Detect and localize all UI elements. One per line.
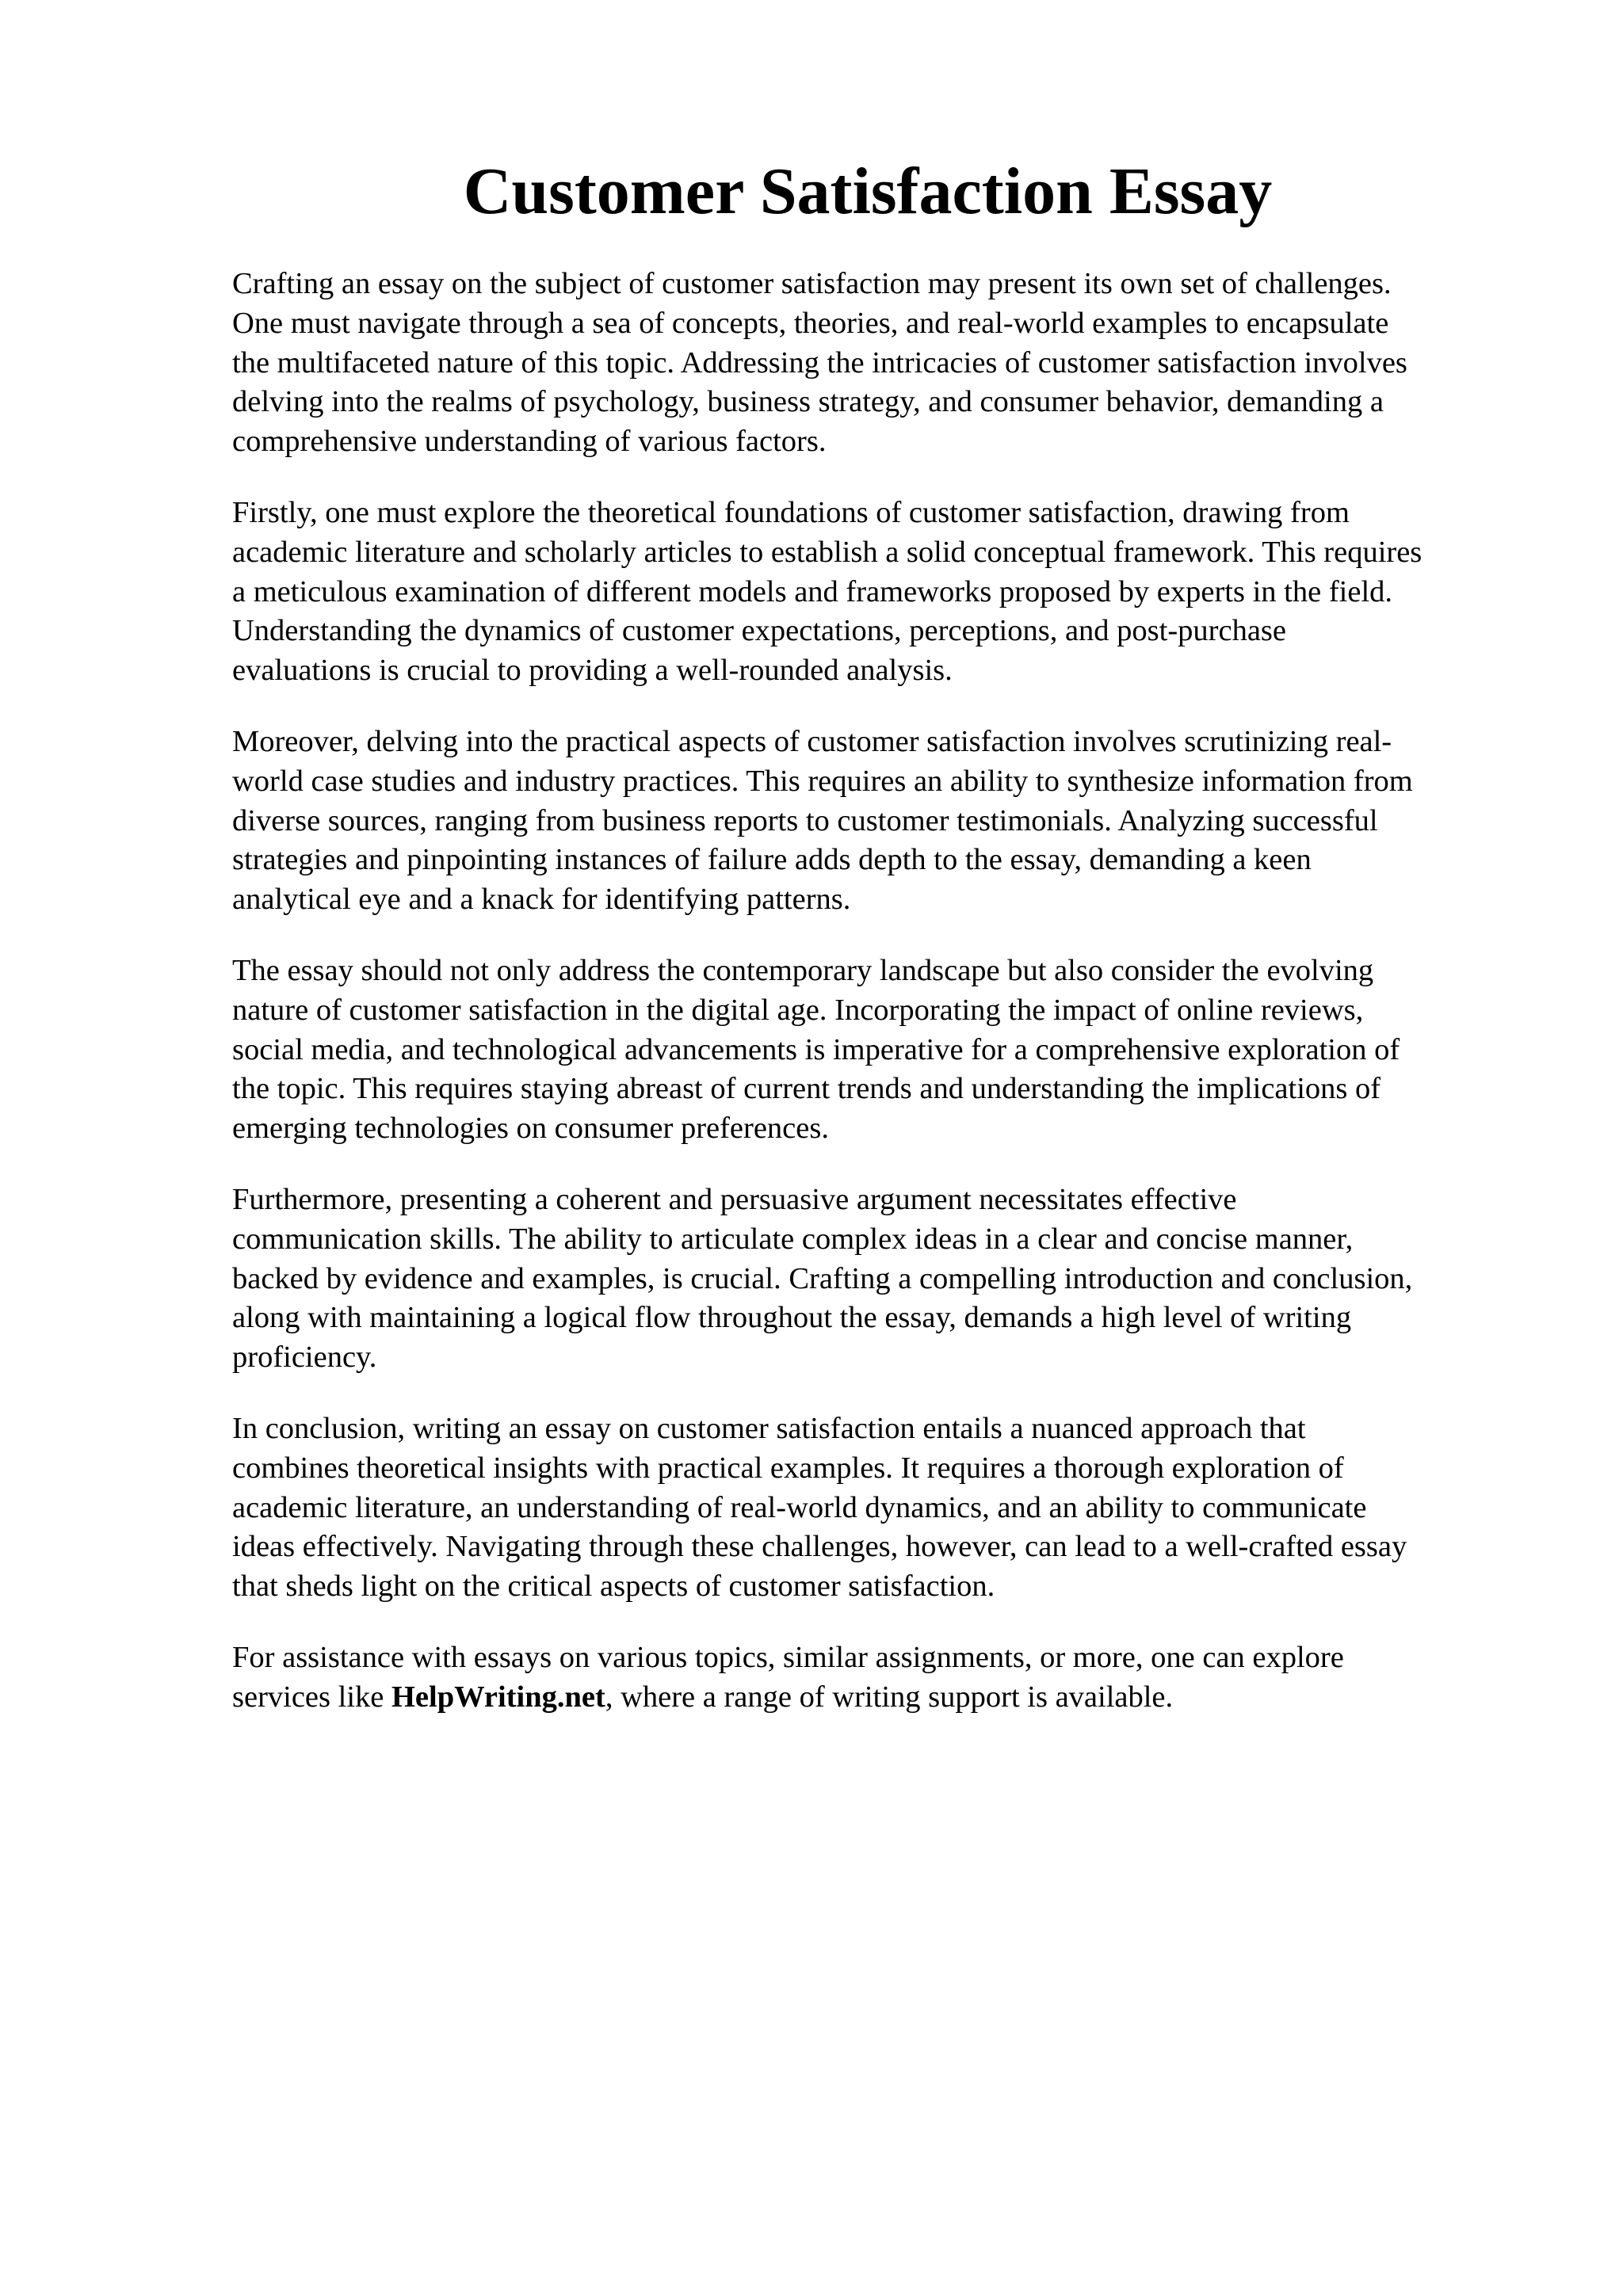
paragraph-line: communication skills. The ability to articulate complex ideas in a clear and concise manner, — [232, 1222, 1354, 1256]
paragraph-2 — [232, 494, 1532, 691]
paragraph-line: Crafting an essay on the subject of customer satisfaction may present its own set of challenges. — [232, 267, 1392, 300]
paragraph-line: Furthermore, presenting a coherent and persuasive argument necessitates effective — [232, 1182, 1237, 1216]
paragraph-line: One must navigate through a sea of concepts, theories, and real-world examples to encapsulate — [232, 306, 1389, 340]
paragraph-line: Understanding the dynamics of customer expectations, perceptions, and post-purchase — [232, 614, 1286, 648]
closing-paragraph — [232, 1638, 1532, 1718]
paragraph-line: For assistance with essays on various topics, similar assignments, or more, one can explore — [232, 1640, 1344, 1674]
closing-suffix-text: , where a range of writing support is available. — [605, 1680, 1174, 1714]
paragraph-6 — [232, 1409, 1532, 1607]
paragraph-line: backed by evidence and examples, is crucial. Crafting a compelling introduction and conclusion, — [232, 1261, 1413, 1295]
paragraph-line: diverse sources, ranging from business reports to customer testimonials. Analyzing successful — [232, 803, 1378, 837]
paragraph-line: Moreover, delving into the practical aspects of customer satisfaction involves scrutinizing real- — [232, 724, 1392, 758]
paragraph-5 — [232, 1180, 1532, 1378]
paragraph-line: analytical eye and a knack for identifying patterns. — [232, 883, 851, 917]
paragraph-line: Firstly, one must explore the theoretical foundations of customer satisfaction, drawing from — [232, 495, 1350, 529]
document-title: Customer Satisfaction Essay — [463, 154, 1273, 228]
paragraph-line: social media, and technological advancements is imperative for a comprehensive exploration of — [232, 1032, 1400, 1066]
paragraph-1 — [232, 265, 1532, 462]
paragraph-line: along with maintaining a logical flow throughout the essay, demands a high level of writing — [232, 1301, 1352, 1335]
paragraph-3 — [232, 723, 1532, 920]
paragraph-line: ideas effectively. Navigating through these challenges, however, can lead to a well-crafted essay — [232, 1530, 1407, 1564]
paragraph-line: proficiency. — [232, 1341, 377, 1375]
paragraph-line: nature of customer satisfaction in the digital age. Incorporating the impact of online reviews, — [232, 993, 1364, 1027]
paragraph-line: evaluations is crucial to providing a well-rounded analysis. — [232, 654, 953, 688]
paragraph-line: strategies and pinpointing instances of failure adds depth to the essay, demanding a keen — [232, 843, 1312, 877]
paragraph-line: combines theoretical insights with practical examples. It requires a thorough exploration of — [232, 1451, 1344, 1485]
paragraph-line: a meticulous examination of different models and frameworks proposed by experts in the field. — [232, 574, 1393, 608]
paragraph-line: that sheds light on the critical aspects of customer satisfaction. — [232, 1569, 995, 1604]
closing-prefix-text: services like — [232, 1680, 391, 1714]
paragraph-line: delving into the realms of psychology, business strategy, and consumer behavior, demanding a — [232, 385, 1384, 419]
paragraph-line: the topic. This requires staying abreast of current trends and understanding the implications of — [232, 1072, 1381, 1106]
paragraph-line: world case studies and industry practices. This requires an ability to synthesize information from — [232, 764, 1413, 798]
paragraph-line: comprehensive understanding of various factors. — [232, 425, 827, 459]
paragraph-line — [232, 1678, 1532, 1718]
document-body — [232, 265, 1532, 1749]
paragraph-line: The essay should not only address the contemporary landscape but also consider the evolving — [232, 953, 1374, 987]
paragraph-line: academic literature and scholarly articles to establish a solid conceptual framework. This requires — [232, 535, 1423, 569]
paragraph-4 — [232, 952, 1532, 1149]
paragraph-line: emerging technologies on consumer preferences. — [232, 1112, 829, 1146]
paragraph-line: academic literature, an understanding of real-world dynamics, and an ability to communicate — [232, 1490, 1367, 1524]
brand-name: HelpWriting.net — [391, 1680, 605, 1714]
paragraph-line: the multifaceted nature of this topic. Addressing the intricacies of customer satisfaction involves — [232, 345, 1407, 379]
paragraph-line: In conclusion, writing an essay on customer satisfaction entails a nuanced approach that — [232, 1411, 1306, 1445]
